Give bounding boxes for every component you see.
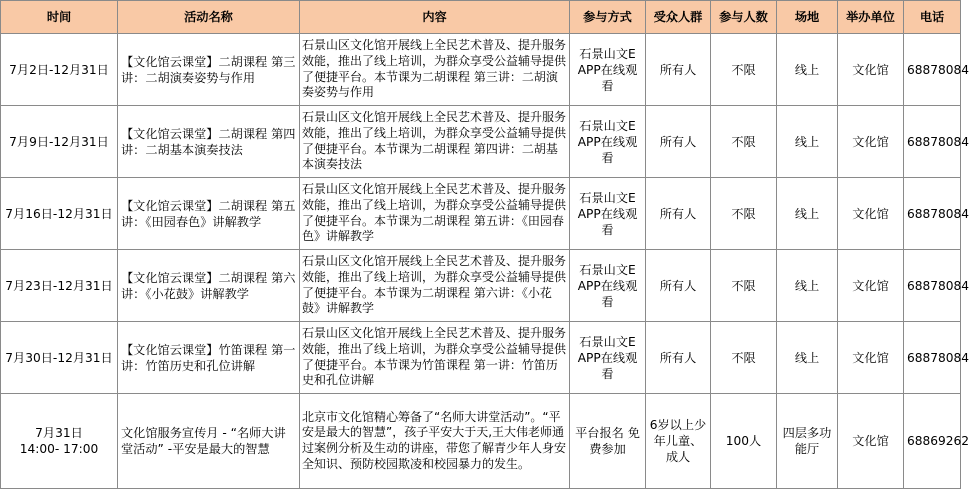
organizer-cell: 文化馆 [838, 250, 904, 322]
header-audience: 受众人群 [646, 1, 711, 34]
content-cell: 石景山区文化馆开展线上全民艺术普及、提升服务效能，推出了线上培训，为群众享受公益辅导提供了便捷平台。本节课为二胡课程 第三讲：二胡演奏姿势与作用 [300, 34, 570, 106]
organizer-cell: 文化馆 [838, 394, 904, 489]
activity-name-cell: 【文化馆云课堂】二胡课程 第五讲：《田园春色》讲解教学 [118, 178, 300, 250]
venue-cell: 线上 [777, 178, 838, 250]
content-cell: 石景山区文化馆开展线上全民艺术普及、提升服务效能，推出了线上培训，为群众享受公益辅导提供了便捷平台。本节课为二胡课程 第六讲：《小花鼓》讲解教学 [300, 250, 570, 322]
method-cell: 石景山文E APP在线观看 [570, 106, 646, 178]
count-cell: 不限 [711, 322, 777, 394]
count-cell: 100人 [711, 394, 777, 489]
header-row [1, 1, 961, 34]
organizer-cell: 文化馆 [838, 322, 904, 394]
content-cell: 石景山区文化馆开展线上全民艺术普及、提升服务效能，推出了线上培训，为群众享受公益辅导提供了便捷平台。本节课为竹笛课程 第一讲：竹笛历史和孔位讲解 [300, 322, 570, 394]
phone-cell: 68878084 [904, 178, 961, 250]
table-row [1, 250, 961, 322]
phone-cell: 68878084 [904, 250, 961, 322]
organizer-cell: 文化馆 [838, 106, 904, 178]
audience-cell: 所有人 [646, 322, 711, 394]
phone-cell: 68869262 [904, 394, 961, 489]
header-time: 时间 [1, 1, 118, 34]
method-cell: 平台报名 免费参加 [570, 394, 646, 489]
time-cell: 7月31日 14:00- 17:00 [1, 394, 118, 489]
time-cell: 7月30日-12月31日 [1, 322, 118, 394]
header-count: 参与人数 [711, 1, 777, 34]
venue-cell: 线上 [777, 106, 838, 178]
activity-name-cell: 文化馆服务宣传月 - “名师大讲堂活动” -平安是最大的智慧 [118, 394, 300, 489]
count-cell: 不限 [711, 250, 777, 322]
audience-cell: 所有人 [646, 34, 711, 106]
method-cell: 石景山文E APP在线观看 [570, 322, 646, 394]
time-cell: 7月16日-12月31日 [1, 178, 118, 250]
activity-name-cell: 【文化馆云课堂】二胡课程 第四讲：二胡基本演奏技法 [118, 106, 300, 178]
table-row [1, 106, 961, 178]
method-cell: 石景山文E APP在线观看 [570, 34, 646, 106]
count-cell: 不限 [711, 178, 777, 250]
method-cell: 石景山文E APP在线观看 [570, 178, 646, 250]
phone-cell: 68878084 [904, 34, 961, 106]
venue-cell: 线上 [777, 250, 838, 322]
venue-cell: 线上 [777, 322, 838, 394]
header-venue: 场地 [777, 1, 838, 34]
method-cell: 石景山文E APP在线观看 [570, 250, 646, 322]
activity-name-cell: 【文化馆云课堂】二胡课程 第六讲：《小花鼓》讲解教学 [118, 250, 300, 322]
time-cell: 7月23日-12月31日 [1, 250, 118, 322]
table-row [1, 394, 961, 489]
activity-name-cell: 【文化馆云课堂】二胡课程 第三讲：二胡演奏姿势与作用 [118, 34, 300, 106]
header-method: 参与方式 [570, 1, 646, 34]
header-organizer: 举办单位 [838, 1, 904, 34]
audience-cell: 所有人 [646, 106, 711, 178]
audience-cell: 所有人 [646, 178, 711, 250]
table-row [1, 178, 961, 250]
phone-cell: 68878084 [904, 322, 961, 394]
header-activity-name: 活动名称 [118, 1, 300, 34]
organizer-cell: 文化馆 [838, 34, 904, 106]
table-row [1, 322, 961, 394]
venue-cell: 线上 [777, 34, 838, 106]
audience-cell: 6岁以上少年儿童、成人 [646, 394, 711, 489]
venue-cell: 四层多功能厅 [777, 394, 838, 489]
organizer-cell: 文化馆 [838, 178, 904, 250]
content-cell: 石景山区文化馆开展线上全民艺术普及、提升服务效能，推出了线上培训，为群众享受公益辅导提供了便捷平台。本节课为二胡课程 第五讲：《田园春色》讲解教学 [300, 178, 570, 250]
table-row [1, 34, 961, 106]
time-cell: 7月9日-12月31日 [1, 106, 118, 178]
count-cell: 不限 [711, 106, 777, 178]
activity-name-cell: 【文化馆云课堂】竹笛课程 第一讲：竹笛历史和孔位讲解 [118, 322, 300, 394]
header-content: 内容 [300, 1, 570, 34]
count-cell: 不限 [711, 34, 777, 106]
phone-cell: 68878084 [904, 106, 961, 178]
content-cell: 北京市文化馆精心筹备了“名师大讲堂活动”。“平安是最大的智慧”，孩子平安大于天,王大伟老师通过案例分析及生动的讲座，带您了解青少年人身安全知识、预防校园欺凌和校园暴力的发生。 [300, 394, 570, 489]
time-cell: 7月2日-12月31日 [1, 34, 118, 106]
audience-cell: 所有人 [646, 250, 711, 322]
header-phone: 电话 [904, 1, 961, 34]
content-cell: 石景山区文化馆开展线上全民艺术普及、提升服务效能，推出了线上培训，为群众享受公益辅导提供了便捷平台。本节课为二胡课程 第四讲：二胡基本演奏技法 [300, 106, 570, 178]
